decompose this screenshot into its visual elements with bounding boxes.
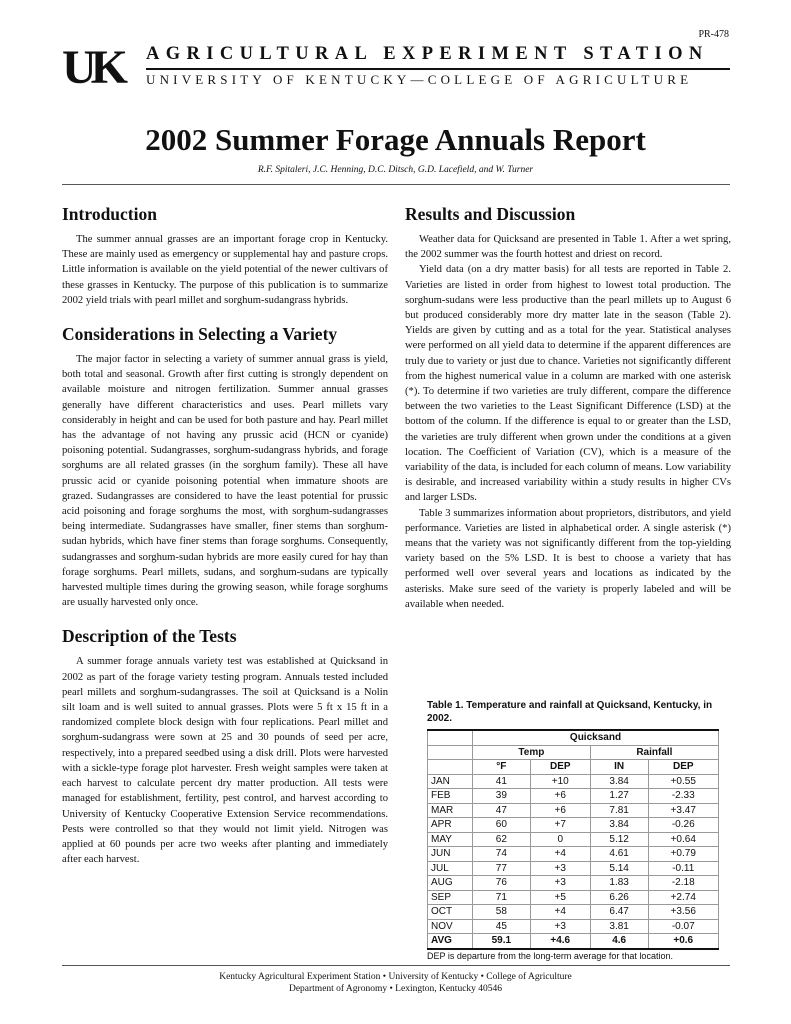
month-cell: JAN	[428, 774, 473, 789]
footer-line-2: Department of Agronomy • Lexington, Kentucky 40546	[288, 984, 503, 994]
weather-data-table	[427, 729, 719, 950]
table-row	[428, 803, 719, 818]
results-paragraph-3: Table 3 summarizes information about proprietors, distributors, and yield performance. Varieties are listed in alphabetical order. A single asterisk (*) means that the variety was not significantly different from the top-yielding variety based on the 5% LSD. It is best to choose a variety that has performed well over several years and locations as indicated by the asterisks. Make sure seed of the variety is properly labeled and will be available when needed.	[405, 507, 731, 610]
value-cell: 7.81	[590, 803, 648, 818]
value-cell: 3.84	[590, 774, 648, 789]
footer-line-1: Kentucky Agricultural Experiment Station • University of Kentucky • College of Agriculture	[219, 972, 572, 982]
value-cell: 60	[473, 818, 531, 833]
month-cell: OCT	[428, 905, 473, 920]
location-header: Quicksand	[473, 730, 719, 745]
value-cell: 74	[473, 847, 531, 862]
value-cell: 71	[473, 890, 531, 905]
table-row	[428, 890, 719, 905]
value-cell: -0.11	[648, 861, 719, 876]
table-row	[428, 934, 719, 949]
right-column	[405, 204, 731, 612]
month-cell: FEB	[428, 789, 473, 804]
results-paragraph-1: Weather data for Quicksand are presented in Table 1. After a wet spring, the 2002 summer was the fourth hottest and driest on record.	[405, 234, 731, 261]
value-cell: 3.84	[590, 818, 648, 833]
authors: R.F. Spitaleri, J.C. Henning, D.C. Ditsch, G.D. Lacefield, and W. Turner	[257, 165, 534, 175]
value-cell: +0.79	[648, 847, 719, 862]
month-cell: SEP	[428, 890, 473, 905]
value-cell: 5.12	[590, 832, 648, 847]
table-row	[428, 861, 719, 876]
value-cell: 41	[473, 774, 531, 789]
page-title: 2002 Summer Forage Annuals Report	[145, 122, 646, 157]
header-rule	[146, 68, 730, 70]
value-cell: 39	[473, 789, 531, 804]
table-corner	[428, 745, 473, 760]
table-row	[428, 847, 719, 862]
description-heading: Description of the Tests	[62, 626, 237, 647]
col-header-f: °F	[473, 760, 531, 775]
value-cell: +3.56	[648, 905, 719, 920]
table-note: DEP is departure from the long-term average for that location.	[427, 950, 673, 961]
rainfall-group-header: Rainfall	[590, 745, 718, 760]
col-header-in: IN	[590, 760, 648, 775]
table-corner	[428, 760, 473, 775]
value-cell: 76	[473, 876, 531, 891]
publication-number: PR-478	[698, 29, 729, 40]
table-caption: Table 1. Temperature and rainfall at Quicksand, Kentucky, in 2002.	[427, 700, 713, 724]
results-heading: Results and Discussion	[405, 204, 576, 224]
month-cell: JUL	[428, 861, 473, 876]
weather-table	[427, 699, 719, 961]
left-column	[62, 204, 388, 867]
value-cell: +7	[530, 818, 590, 833]
value-cell: +0.55	[648, 774, 719, 789]
value-cell: +2.74	[648, 890, 719, 905]
value-cell: +0.6	[648, 934, 719, 949]
table-row	[428, 832, 719, 847]
table-row	[428, 774, 719, 789]
table-row	[428, 905, 719, 920]
introduction-paragraph: The summer annual grasses are an important forage crop in Kentucky. These are mainly used as emergency or supplemental hay and pasture crops. Little information is available on the yield potential of the newer cultivars of these grasses in Kentucky. The purpose of this publication is to summarize 2002 yield trials with pearl millet and sorghum-sudangrass hybrids.	[62, 234, 388, 306]
results-paragraph-2: Yield data (on a dry matter basis) for all tests are reported in Table 2. Varieties are listed in order from highest to lowest total production. The sorghum-sudans were less productive than the pearl millets up to August 6 but produced considerably more dry matter late in the season (Table 2). Yields are given by cutting and as a total for the year. Statistical analyses were performed on all yield data to determine if the apparent differences are truly due to variety or just due to chance. Varieties not significantly different from the highest numerical value in a column are marked with one asterisk (*). To determine if two varieties are truly different, compare the difference between the two varieties to the Least Significant Difference (LSD) at the bottom of the column. If the difference is equal to or greater than the LSD, the varieties are truly different when grown under the conditions at a given location. The Coefficient of Variation (CV), which is a measure of the variability of the data, is included for each column of means. Low variability is desirable, and increased variability within a study results in higher CVs and larger LSDs.	[405, 264, 731, 504]
value-cell: 5.14	[590, 861, 648, 876]
value-cell: +4	[530, 905, 590, 920]
table-corner	[428, 730, 473, 745]
value-cell: 6.47	[590, 905, 648, 920]
value-cell: 45	[473, 919, 531, 934]
value-cell: +3	[530, 861, 590, 876]
introduction-heading: Introduction	[62, 204, 157, 224]
value-cell: 3.81	[590, 919, 648, 934]
description-paragraph: A summer forage annuals variety test was established at Quicksand in 2002 as part of the forage variety testing program. Annuals tested included pearl millets and sorghum-sudangrasses. The soil at Quicksand is a Nolin silt loam and is well suited to annual grasses. Plots were 5 ft x 15 ft in a randomized complete block design with four replications. Pearl millet and sorghum-sudangrass were sown at 25 and 30 pounds of seed per acre, respectively, into a prepared seedbed using a disk drill. Plots were harvested with a sickle-type forage plot harvester. Fresh weight samples were taken at each harvest to calculate percent dry matter production. All tests were managed for establishment, fertility, pest control, and harvest according to University of Kentucky Cooperative Extension Service recommendations. Pests were controlled so that they would not limit yield. Nitrogen was applied at 60 pounds per acre two weeks after planting and immediately after each harvest.	[62, 656, 388, 866]
value-cell: 59.1	[473, 934, 531, 949]
col-header-rain-dep: DEP	[648, 760, 719, 775]
value-cell: +6	[530, 803, 590, 818]
value-cell: 6.26	[590, 890, 648, 905]
uk-logo	[62, 41, 140, 94]
station-name: AGRICULTURAL EXPERIMENT STATION	[146, 44, 709, 64]
col-header-temp-dep: DEP	[530, 760, 590, 775]
value-cell: -2.33	[648, 789, 719, 804]
considerations-heading: Considerations in Selecting a Variety	[62, 324, 338, 345]
table-row	[428, 919, 719, 934]
month-cell: NOV	[428, 919, 473, 934]
value-cell: 1.83	[590, 876, 648, 891]
value-cell: -0.26	[648, 818, 719, 833]
uk-logo-text: UK	[62, 41, 122, 94]
value-cell: +3	[530, 919, 590, 934]
value-cell: +0.64	[648, 832, 719, 847]
footer	[0, 971, 791, 995]
value-cell: 47	[473, 803, 531, 818]
university-name: UNIVERSITY OF KENTUCKY—COLLEGE OF AGRICULTURE	[146, 72, 693, 87]
table-row	[428, 876, 719, 891]
month-cell: APR	[428, 818, 473, 833]
value-cell: 58	[473, 905, 531, 920]
value-cell: +10	[530, 774, 590, 789]
table-row	[428, 789, 719, 804]
month-cell: AUG	[428, 876, 473, 891]
value-cell: +4	[530, 847, 590, 862]
value-cell: -0.07	[648, 919, 719, 934]
value-cell: +4.6	[530, 934, 590, 949]
value-cell: 4.6	[590, 934, 648, 949]
title-rule	[62, 184, 730, 185]
considerations-paragraph: The major factor in selecting a variety of summer annual grass is yield, both total and seasonal. Growth after first cutting is strongly dependent on available moisture and nitrogen fertilization. Summer annual grasses generally have different characteristics and uses. Pearl millets vary considerably in height and can be used for both pasture and hay. Pearl millet has the advantage of not having any prussic acid (HCN or cyanide) poisoning potential. Sudangrasses, sorghum-sudangrass hybrids, and forage sorghums are all related grasses (in the sorghum family). These all have prussic acid or cyanide poisoning potential when immature shoots are grazed. Sudangrasses are considered to have the least potential for prussic acid poisoning and forage sorghums the most, with sorghum-sudangrasses being intermediate. Sudangrasses have smaller, finer stems than sorghum-sudan hybrids, which have finer stems than forage sorghums. Consequently, sudangrasses and sorghum-sudan hybrids are more easily cured for hay than forage sorghums. Pearl millets, sudans, and sorghum-sudans are typically harvested multiple times during the growing season, while forage sorghums are usually harvested only once.	[62, 354, 388, 609]
value-cell: 1.27	[590, 789, 648, 804]
table-row	[428, 818, 719, 833]
value-cell: 77	[473, 861, 531, 876]
value-cell: 0	[530, 832, 590, 847]
value-cell: 4.61	[590, 847, 648, 862]
temp-group-header: Temp	[473, 745, 591, 760]
value-cell: +3.47	[648, 803, 719, 818]
value-cell: +6	[530, 789, 590, 804]
value-cell: -2.18	[648, 876, 719, 891]
value-cell: +5	[530, 890, 590, 905]
month-cell: JUN	[428, 847, 473, 862]
value-cell: 62	[473, 832, 531, 847]
value-cell: +3	[530, 876, 590, 891]
month-cell: MAR	[428, 803, 473, 818]
month-cell: AVG	[428, 934, 473, 949]
footer-rule	[62, 965, 730, 966]
month-cell: MAY	[428, 832, 473, 847]
